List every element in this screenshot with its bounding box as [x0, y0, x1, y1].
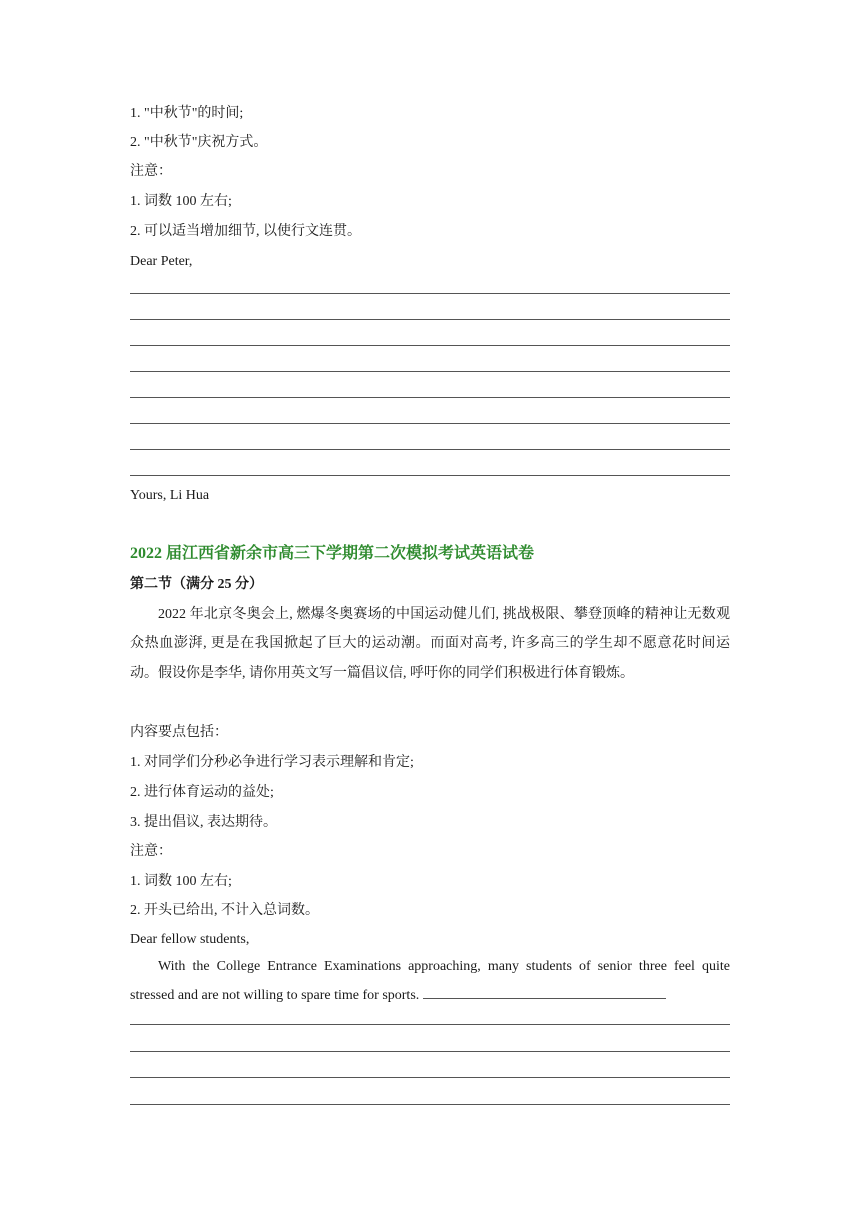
points-heading: 内容要点包括：: [130, 725, 228, 740]
point-1: 1. "中秋节"的时间;: [130, 106, 244, 121]
point-2: 2. "中秋节"庆祝方式。: [130, 135, 268, 150]
note-1: 1. 词数 100 左右;: [130, 194, 232, 209]
point-2: 2. 进行体育运动的益处;: [130, 785, 274, 800]
writing-line: [130, 397, 730, 398]
closing: Yours, Li Hua: [130, 488, 210, 503]
opening-paragraph: [130, 952, 730, 1011]
writing-line: [130, 293, 730, 294]
writing-line: [130, 475, 730, 476]
exam-title: 2022 届江西省新余市高三下学期第二次模拟考试英语试卷: [130, 545, 535, 562]
notes-heading: 注意：: [130, 164, 172, 179]
writing-line: [130, 1104, 730, 1105]
salutation: Dear fellow students,: [130, 932, 250, 947]
note-2: 2. 可以适当增加细节, 以使行文连贯。: [130, 224, 361, 239]
notes-heading: 注意：: [130, 844, 172, 859]
note-1: 1. 词数 100 左右;: [130, 874, 232, 889]
writing-line: [130, 1051, 730, 1052]
note-2: 2. 开头已给出, 不计入总词数。: [130, 903, 319, 918]
answer-blank[interactable]: [423, 986, 666, 999]
salutation: Dear Peter,: [130, 254, 193, 269]
writing-line: [130, 1024, 730, 1025]
writing-line: [130, 423, 730, 424]
writing-line: [130, 319, 730, 320]
section-heading: 第二节（满分 25 分）: [130, 577, 263, 592]
point-3: 3. 提出倡议, 表达期待。: [130, 815, 277, 830]
prompt-paragraph: 2022 年北京冬奥会上, 燃爆冬奥赛场的中国运动健儿们, 挑战极限、攀登顶峰的精神让无数观众热血澎湃, 更是在我国掀起了巨大的运动潮。而面对高考, 许多高三的学生却不愿意花时间运动。假设你是李华, 请你用英文写一篇倡议信, 呼吁你的同学们积极进行体育锻炼。: [130, 607, 730, 681]
point-1: 1. 对同学们分秒必争进行学习表示理解和肯定;: [130, 755, 414, 770]
writing-line: [130, 1077, 730, 1078]
writing-line: [130, 449, 730, 450]
writing-line: [130, 371, 730, 372]
writing-line: [130, 345, 730, 346]
opening-text: With the College Entrance Examinations approaching, many students of senior three feel quite stressed and are not willing to spare time for sports.: [130, 959, 730, 1004]
